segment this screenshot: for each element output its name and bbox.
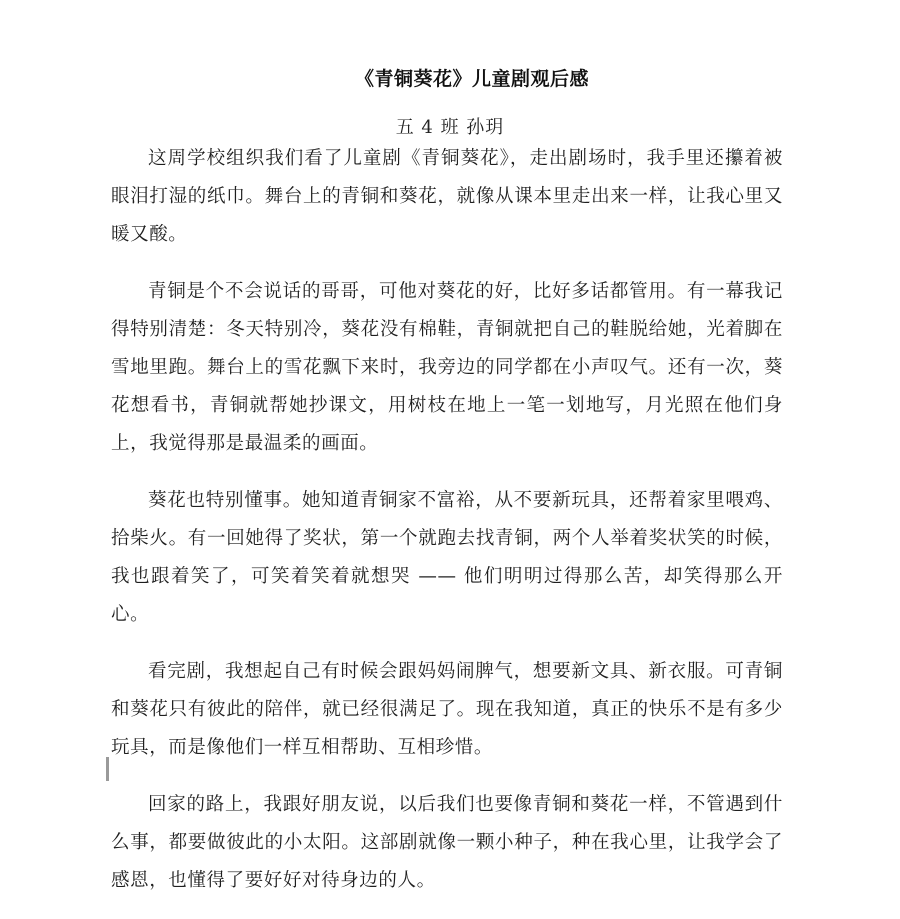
paragraph-3: 葵花也特别懂事。她知道青铜家不富裕，从不要新玩具，还帮着家里喂鸡、拾柴火。有一回她得了奖状，第一个就跑去找青铜，两个人举着奖状笑的时候，我也跟着笑了，可笑着笑着就想哭 —— 他们明明过得那么苦，却笑得那么开心。 [111, 490, 783, 625]
paragraph-1: 这周学校组织我们看了儿童剧《青铜葵花》，走出剧场时，我手里还攥着被眼泪打湿的纸巾。舞台上的青铜和葵花，就像从课本里走出来一样，让我心里又暖又酸。 [111, 148, 783, 245]
text-cursor[interactable] [106, 757, 109, 781]
paragraph-2: 青铜是个不会说话的哥哥，可他对葵花的好，比好多话都管用。有一幕我记得特别清楚：冬天特别冷，葵花没有棉鞋，青铜就把自己的鞋脱给她，光着脚在雪地里跑。舞台上的雪花飘下来时，我旁边的同学都在小声叹气。还有一次，葵花想看书，青铜就帮她抄课文，用树枝在地上一笔一划地写，月光照在他们身上，我觉得那是最温柔的画面。 [111, 281, 783, 454]
author-line: 五 4 班 孙玥 [395, 117, 505, 138]
paragraph-4: 看完剧，我想起自己有时候会跟妈妈闹脾气，想要新文具、新衣服。可青铜和葵花只有彼此的陪伴，就已经很满足了。现在我知道，真正的快乐不是有多少玩具，而是像他们一样互相帮助、互相珍惜。 [111, 661, 783, 758]
document-body [111, 140, 783, 919]
paragraph-5: 回家的路上，我跟好朋友说，以后我们也要像青铜和葵花一样，不管遇到什么事，都要做彼此的小太阳。这部剧就像一颗小种子，种在我心里，让我学会了感恩，也懂得了要好好对待身边的人。 [111, 794, 783, 891]
document-title: 《青铜葵花》儿童剧观后感 [354, 68, 589, 90]
